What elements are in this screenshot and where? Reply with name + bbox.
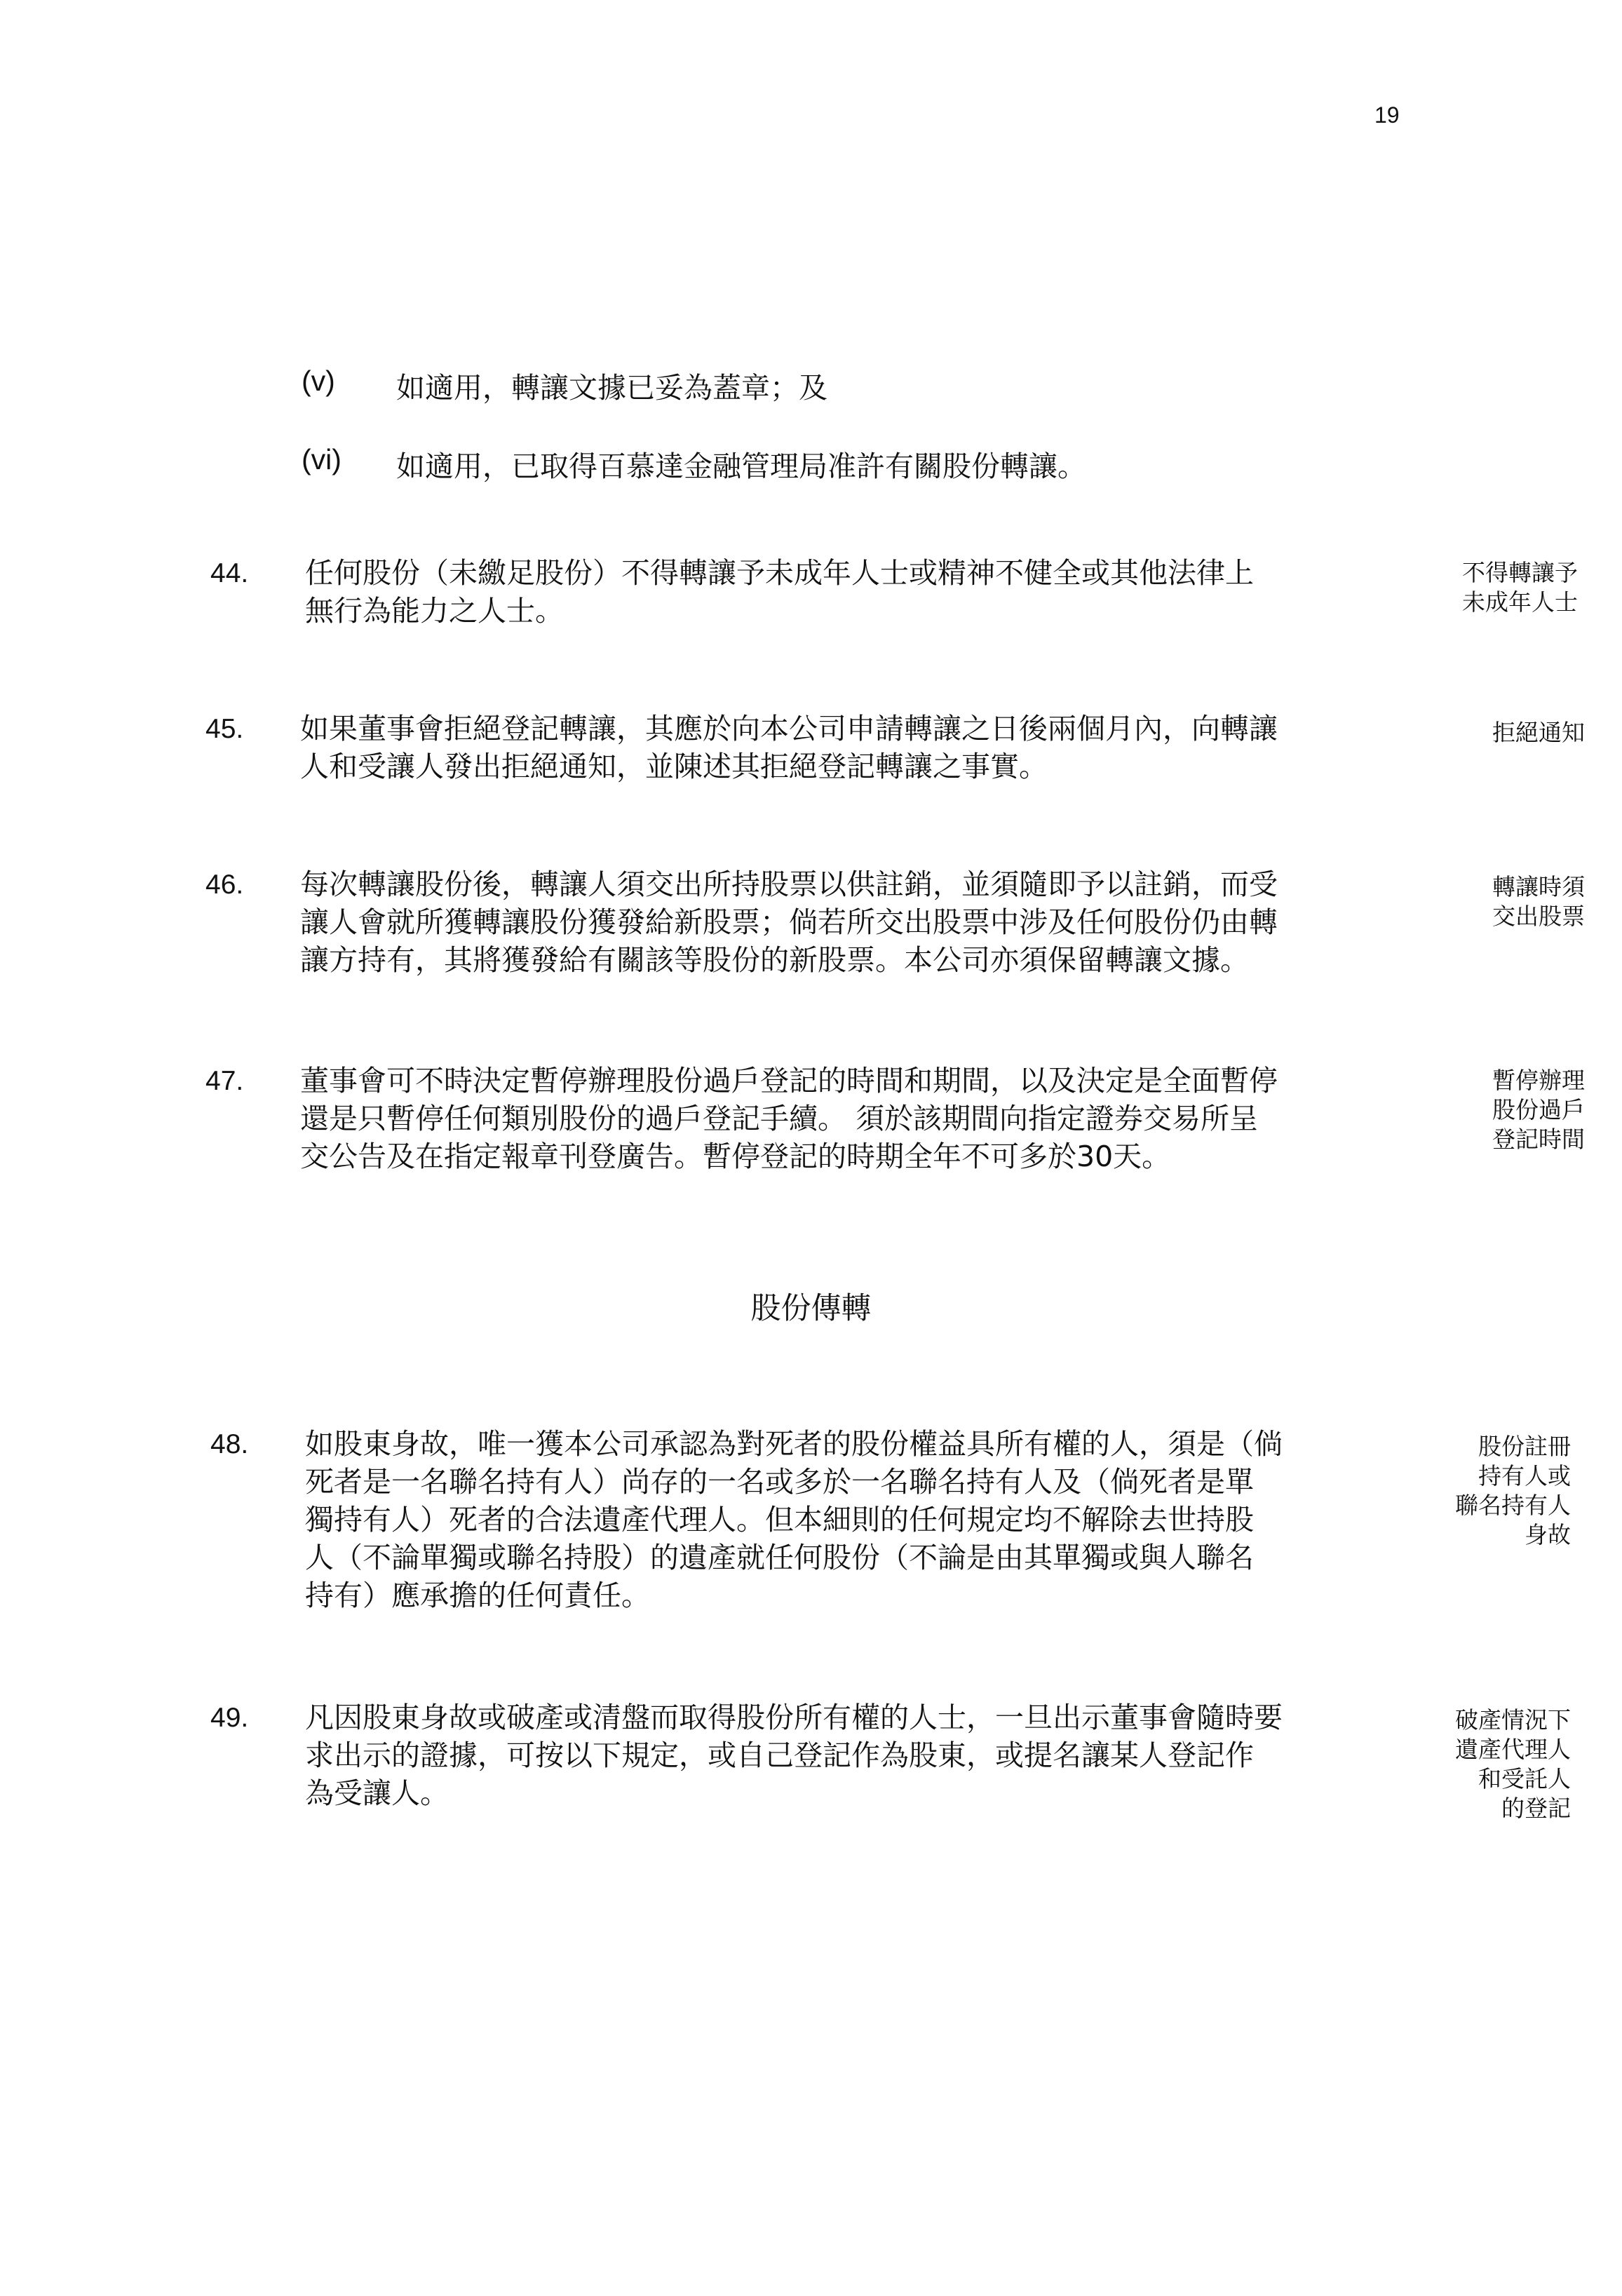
clause-line: 死者是一名聯名持有人）尚存的一名或多於一名聯名持有人及（倘死者是單 [305,1465,1254,1499]
clause-text [305,554,1399,630]
margin-note-line: 身故 [1525,1521,1571,1548]
margin-note [1424,872,1585,931]
margin-note-line: 登記時間 [1492,1126,1585,1153]
margin-note-line: 暫停辦理 [1492,1067,1585,1094]
clause-text [305,1699,1399,1812]
clause-line: 如股東身故，唯一獲本公司承認為對死者的股份權益具所有權的人，須是（倘 [305,1427,1283,1461]
margin-note [1424,718,1585,748]
margin-note-line: 不得轉讓予 [1462,559,1578,586]
margin-note-line: 的登記 [1501,1795,1571,1822]
clause-number: 45. [205,714,244,744]
margin-note-line: 持有人或 [1478,1462,1571,1490]
page-number: 19 [1374,102,1400,128]
clause-text [300,1062,1394,1175]
clause-line: 還是只暫停任何類別股份的過戶登記手續。 須於該期間向指定證券交易所呈 [300,1102,1259,1135]
clause-line: 如果董事會拒絕登記轉讓，其應於向本公司申請轉讓之日後兩個月內，向轉讓 [300,712,1278,745]
clause-number: 49. [210,1703,249,1733]
clause-line: 持有）應承擔的任何責任。 [305,1579,650,1612]
clause-line: 任何股份（未繳足股份）不得轉讓予未成年人士或精神不健全或其他法律上 [305,556,1254,590]
clause-line: 獨持有人）死者的合法遺產代理人。但本細則的任何規定均不解除去世持股 [305,1503,1254,1537]
margin-note-line: 破產情況下 [1455,1706,1571,1734]
clause-text [300,865,1394,979]
margin-note-line: 遺產代理人 [1455,1736,1571,1763]
margin-note [1403,1432,1571,1550]
clause-line: 讓方持有，其將獲發給有關該等股份的新股票。本公司亦須保留轉讓文據。 [300,943,1249,977]
margin-note-line: 股份註冊 [1478,1433,1571,1460]
clause-line: 每次轉讓股份後，轉讓人須交出所持股票以供註銷，並須隨即予以註銷，而受 [300,867,1278,901]
margin-note-line: 轉讓時須 [1492,873,1585,900]
clause-line: 求出示的證據，可按以下規定，或自己登記作為股東，或提名讓某人登記作 [305,1738,1254,1772]
subitem-text: 如適用，轉讓文據已妥為蓋章；及 [396,371,827,405]
subitem-text: 如適用，已取得百慕達金融管理局准許有關股份轉讓。 [396,450,1086,483]
clause-text [300,710,1394,785]
clause-line: 無行為能力之人士。 [305,594,564,628]
margin-note-line: 聯名持有人 [1455,1492,1571,1519]
margin-note-line: 交出股票 [1492,903,1585,930]
clause-line: 人和受讓人發出拒絕通知，並陳述其拒絕登記轉讓之事實。 [300,750,1048,783]
subitem-label: (v) [302,365,335,397]
margin-note [1424,1066,1585,1154]
margin-note [1417,558,1578,617]
margin-note-line: 拒絕通知 [1492,719,1585,746]
clause-number: 48. [210,1429,249,1459]
clause-number: 44. [210,558,249,588]
clause-line: 為受讓人。 [305,1776,449,1810]
clause-line: 董事會可不時決定暫停辦理股份過戶登記的時間和期間，以及決定是全面暫停 [300,1064,1278,1098]
clause-line: 交公告及在指定報章刊登廣告。暫停登記的時期全年不可多於30天。 [300,1140,1171,1173]
margin-note [1403,1706,1571,1823]
margin-note-line: 和受託人 [1478,1765,1571,1792]
clause-text [305,1425,1399,1614]
clause-number: 47. [205,1066,244,1096]
section-heading: 股份傳轉 [750,1291,872,1326]
clause-line: 人（不論單獨或聯名持股）的遺產就任何股份（不論是由其單獨或與人聯名 [305,1541,1254,1574]
margin-note-line: 未成年人士 [1462,588,1578,616]
clause-number: 46. [205,870,244,900]
clause-line: 凡因股東身故或破產或清盤而取得股份所有權的人士，一旦出示董事會隨時要 [305,1701,1283,1734]
clause-line: 讓人會就所獲轉讓股份獲發給新股票；倘若所交出股票中涉及任何股份仍由轉 [300,905,1278,939]
subitem-label: (vi) [302,443,342,475]
margin-note-line: 股份過戶 [1492,1096,1585,1123]
